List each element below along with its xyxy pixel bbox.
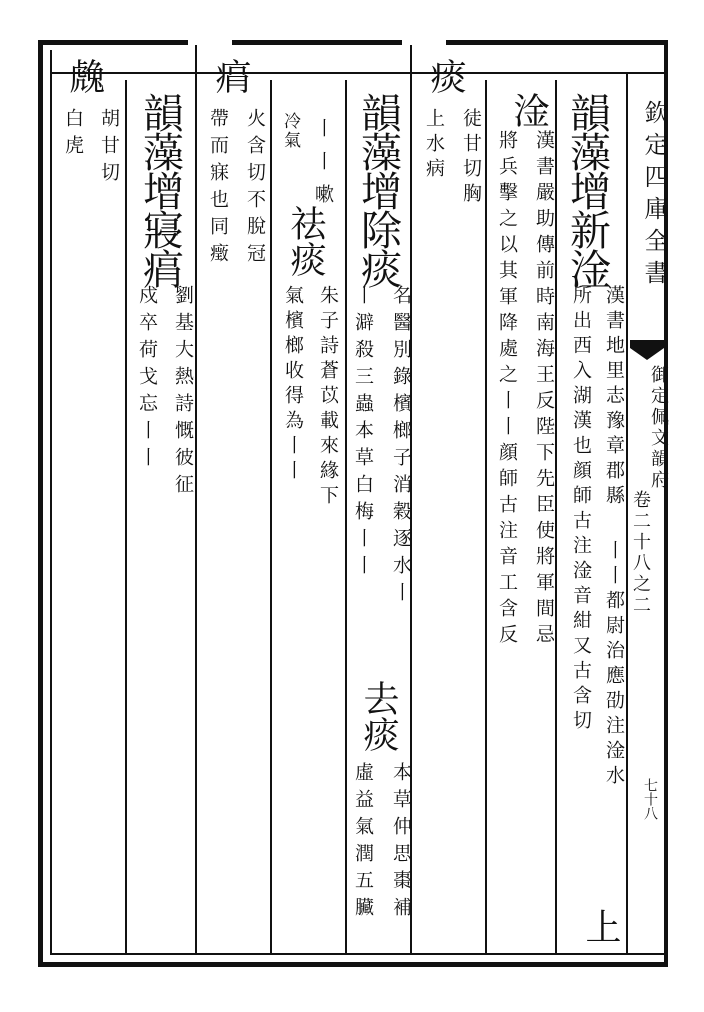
frame-top-right [446,40,668,45]
frame-left [38,40,43,967]
entry-note-qu-tan-2-cont: 氣檳榔收得為丨丨 [282,285,304,485]
divider-2 [485,80,487,953]
entry-note-chu-tan-cont: 丨澼殺三蟲本草白梅丨丨 [352,285,374,582]
entry-note-qu-tan: 本草仲思棗補 [390,762,412,924]
entry-head-han-tiger: 䖘 [64,58,105,94]
page-number: 七十八 [642,778,658,820]
frame-top-inner [50,72,668,74]
entry-note-qin-han: 劉基大熱詩慨彼征 [172,285,194,501]
entry-note-han-tiger: 胡甘切 [98,108,120,189]
book-title: 欽定四庫全書 [640,100,668,292]
entry-note-han-cont: 帶而寐也同㿂 [207,108,229,270]
entry-head-han: 㾓 [210,58,251,94]
margin-divider [626,72,628,955]
frame-left-inner [50,50,52,955]
entry-note-xin-gan-lower: 所出西入湖漢也顔師古注淦音紺又古含切 [570,285,592,735]
entry-note-qin-han-cont: 戍卒荷戈忘丨丨 [136,285,158,474]
entry-note-han: 火含切不脫冠 [244,108,266,270]
entry-text-gan: 漢書嚴助傳前時南海王反陛下先臣使將軍間忌 [533,130,555,650]
entry-note-xin-gan: 漢書地里志豫章郡縣 [603,285,625,510]
entry-head-qu-tan-2: 祛痰 [285,205,326,277]
tone-mark-shang: 上 [580,908,621,944]
fishtail-mark [630,340,664,362]
entry-note-qu-tan-cont: 虛益氣潤五臟 [352,762,374,924]
frame-bottom-inner [50,953,668,955]
entry-text-gan-cont: 將兵擊之以其軍降處之丨丨顔師古注音工含反 [496,130,518,650]
divider-7 [125,80,127,953]
divider-4 [345,80,347,953]
entry-note-tan: 徒甘切胸 [460,108,482,208]
entry-heading-xin-gan: 韻藻增新淦 [563,92,611,287]
entry-head-gan: 淦 [508,92,549,128]
entry-top-note-qu-tan-cont: 冷氣 [280,112,300,150]
volume-label: 卷二十八之二 [630,490,651,616]
entry-note-chu-tan: 名醫別錄檳榔子消穀逐水丨 [390,285,412,609]
entry-heading-qin-han: 韻藻增寢㾓 [136,92,184,287]
frame-top-mid [232,40,402,45]
entry-head-qu-tan: 去痰 [358,680,399,752]
entry-note-qu-tan-2: 朱子詩蒼苡載來緣下 [317,285,339,510]
entry-note-han-tiger-cont: 白虎 [62,108,84,162]
divider-1 [555,80,557,953]
frame-bottom [38,962,668,967]
section-title: 御定佩文韻府 [648,365,669,491]
entry-head-tan: 痰 [425,58,466,94]
divider-5 [270,80,272,953]
divider-6 [195,45,197,953]
entry-note-tan-cont: 上水病 [423,108,445,183]
entry-top-note-qu-tan: 丨丨嗽 [312,118,334,217]
frame-top-left [38,40,188,45]
entry-heading-chu-tan: 韻藻增除痰 [354,92,402,287]
entry-note-xin-gan-cont: 丨丨都尉治應劭注淦水 [603,540,625,790]
